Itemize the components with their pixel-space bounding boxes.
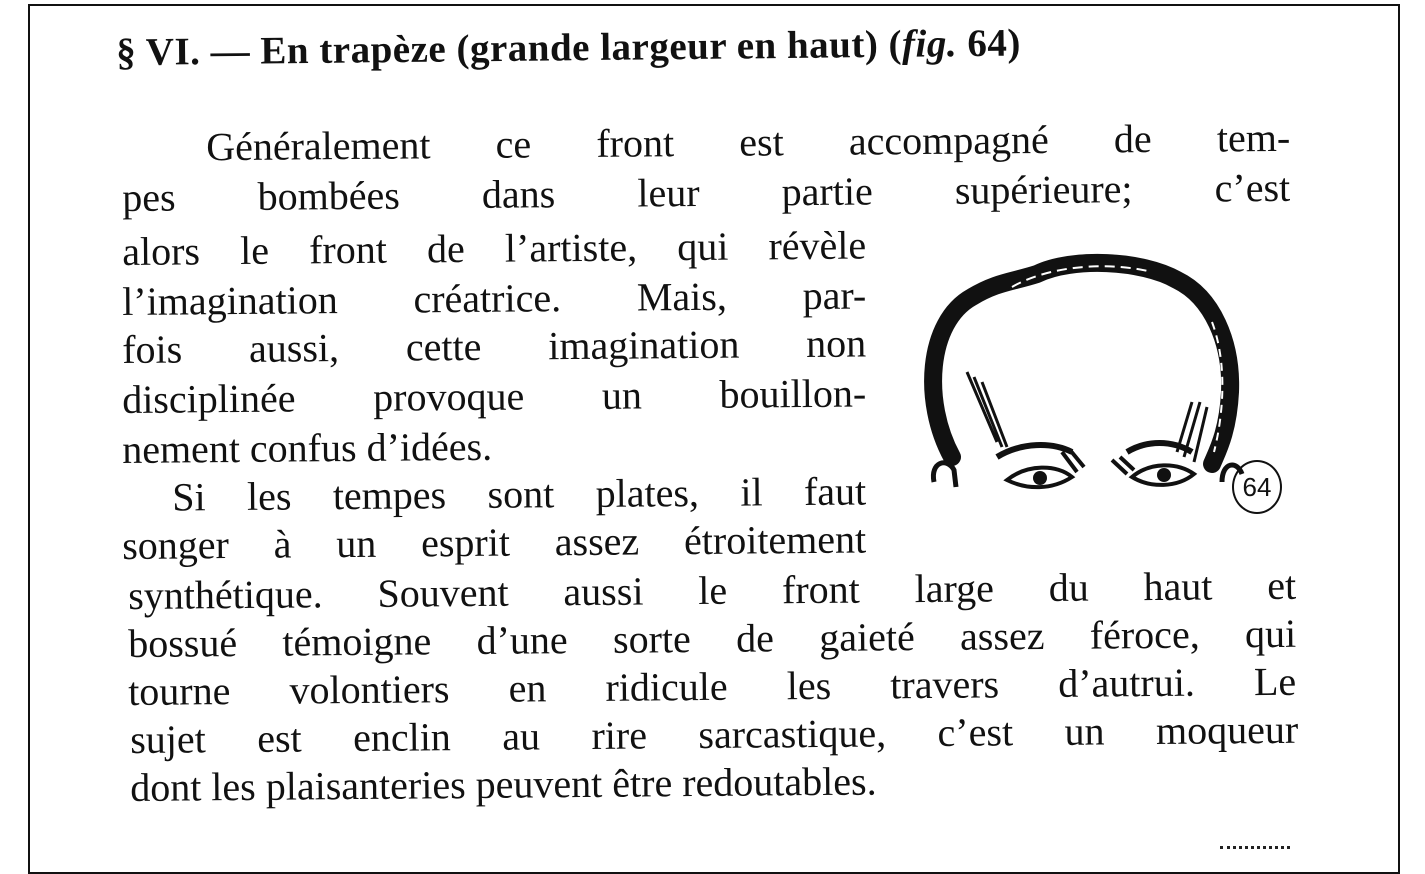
paragraph-line: tourne volontiers en ridicule les travers d’autrui. Le [128, 658, 1297, 714]
paragraph-line: l’imagination créatrice. Mais, par- [122, 272, 867, 324]
paragraph-line: disciplinée provoque un bouillon- [122, 370, 867, 422]
paragraph-line: bossué témoigne d’une sorte de gaieté assez féroce, qui [128, 610, 1297, 666]
paragraph-line: fois aussi, cette imagination non [122, 320, 867, 372]
section-heading [116, 21, 1021, 75]
paragraph-line: alors le front de l’artiste, qui révèle [122, 222, 867, 274]
paragraph-line: songer à un esprit assez étroitement [122, 516, 867, 568]
paragraph-line: pes bombées dans leur partie supérieure; c’est [122, 164, 1291, 220]
paragraph-line: nement confus d’idées. [122, 423, 493, 472]
heading-fig-label: fig. [901, 22, 958, 66]
heading-fig-ref: 64) [956, 21, 1022, 66]
paragraph-line: Si les tempes sont plates, il faut [172, 468, 867, 520]
forehead-illustration [912, 252, 1292, 522]
paragraph-line: sujet est enclin au rire sarcastique, c’est un moqueur [130, 706, 1299, 762]
paragraph-line: synthétique. Souvent aussi le front large du haut et [128, 562, 1297, 618]
next-page-text-fragment [1220, 846, 1290, 859]
paragraph-line: dont les plaisanteries peuvent être redoutables. [130, 758, 877, 810]
paragraph-line: Généralement ce front est accompagné de tem- [206, 114, 1291, 170]
figure-number: 64 [1232, 460, 1282, 514]
heading-text: § VI. — En trapèze (grande largeur en haut) ( [116, 22, 903, 74]
